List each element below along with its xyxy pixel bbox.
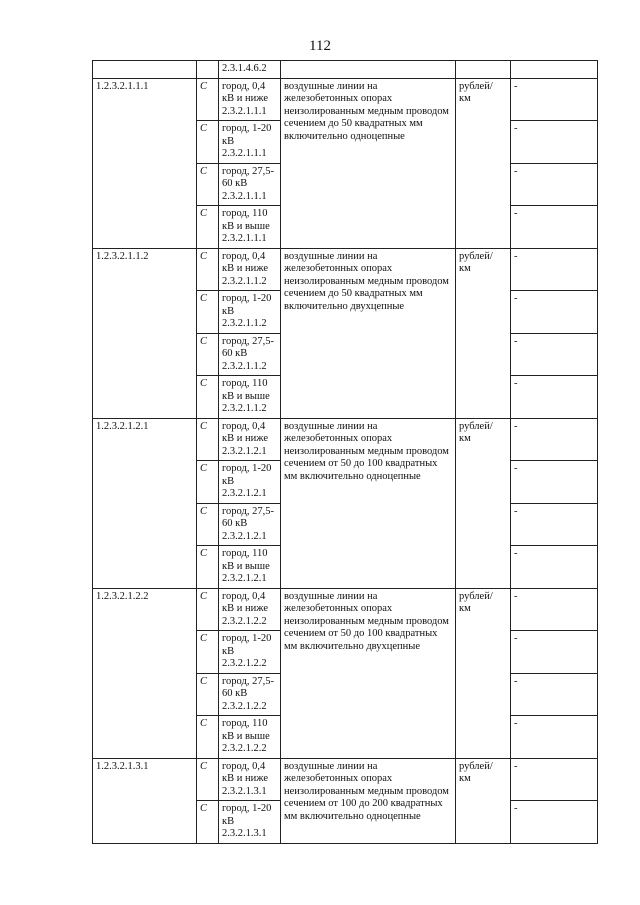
- letter-cell: С: [197, 758, 219, 801]
- letter-cell: С: [197, 588, 219, 631]
- table-row: [93, 248, 598, 291]
- letter-cell: С: [197, 801, 219, 844]
- value-cell: -: [511, 206, 598, 249]
- region-cell: 2.3.1.4.6.2: [219, 61, 281, 79]
- letter-cell: С: [197, 716, 219, 759]
- code-cell: 1.2.3.2.1.3.1: [93, 758, 197, 843]
- region-cell: город, 0,4 кВ и ниже 2.3.2.1.2.1: [219, 418, 281, 461]
- value-cell: -: [511, 291, 598, 334]
- description-cell: воздушные линии на железобетонных опорах неизолированным медным проводом сечением от 50 до 100 квадратных мм включительно двухцепные: [281, 588, 456, 758]
- value-cell: -: [511, 376, 598, 419]
- region-cell: город, 1-20 кВ 2.3.2.1.3.1: [219, 801, 281, 844]
- region-cell: город, 0,4 кВ и ниже 2.3.2.1.2.2: [219, 588, 281, 631]
- table-row: [93, 758, 598, 801]
- unit-cell: рублей/ км: [456, 78, 511, 248]
- region-cell: город, 1-20 кВ 2.3.2.1.2.2: [219, 631, 281, 674]
- value-cell: -: [511, 503, 598, 546]
- region-cell: город, 110 кВ и выше 2.3.2.1.1.2: [219, 376, 281, 419]
- region-cell: город, 1-20 кВ 2.3.2.1.1.1: [219, 121, 281, 164]
- letter-cell: С: [197, 121, 219, 164]
- letter-cell: С: [197, 376, 219, 419]
- value-cell: -: [511, 78, 598, 121]
- table-row: [93, 588, 598, 631]
- value-cell: -: [511, 461, 598, 504]
- page-number: 112: [309, 38, 331, 54]
- code-cell: 1.2.3.2.1.1.1: [93, 78, 197, 248]
- letter-cell: С: [197, 248, 219, 291]
- letter-cell: С: [197, 461, 219, 504]
- region-cell: город, 27,5-60 кВ 2.3.2.1.1.1: [219, 163, 281, 206]
- description-cell: воздушные линии на железобетонных опорах неизолированным медным проводом сечением до 50 квадратных мм включительно одноцепные: [281, 78, 456, 248]
- table-row: [93, 418, 598, 461]
- table-row: [93, 78, 598, 121]
- letter-cell: С: [197, 503, 219, 546]
- letter-cell: С: [197, 631, 219, 674]
- region-cell: город, 27,5-60 кВ 2.3.2.1.1.2: [219, 333, 281, 376]
- region-cell: город, 110 кВ и выше 2.3.2.1.2.1: [219, 546, 281, 589]
- value-cell: -: [511, 588, 598, 631]
- value-cell: -: [511, 631, 598, 674]
- region-cell: город, 1-20 кВ 2.3.2.1.2.1: [219, 461, 281, 504]
- description-cell: воздушные линии на железобетонных опорах неизолированным медным проводом сечением от 50 до 100 квадратных мм включительно одноцепные: [281, 418, 456, 588]
- value-cell: -: [511, 546, 598, 589]
- letter-cell: С: [197, 163, 219, 206]
- unit-cell: [456, 61, 511, 79]
- code-cell: 1.2.3.2.1.1.2: [93, 248, 197, 418]
- region-cell: город, 27,5-60 кВ 2.3.2.1.2.1: [219, 503, 281, 546]
- table-row: [93, 61, 598, 79]
- letter-cell: С: [197, 206, 219, 249]
- region-cell: город, 110 кВ и выше 2.3.2.1.2.2: [219, 716, 281, 759]
- value-cell: -: [511, 758, 598, 801]
- tariff-table: [92, 60, 598, 844]
- description-cell: [281, 61, 456, 79]
- value-cell: -: [511, 801, 598, 844]
- value-cell: -: [511, 418, 598, 461]
- unit-cell: рублей/ км: [456, 758, 511, 843]
- code-cell: [93, 61, 197, 79]
- description-cell: воздушные линии на железобетонных опорах неизолированным медным проводом сечением от 100 до 200 квадратных мм включительно одноцепные: [281, 758, 456, 843]
- unit-cell: рублей/ км: [456, 588, 511, 758]
- value-cell: [511, 61, 598, 79]
- region-cell: город, 0,4 кВ и ниже 2.3.2.1.3.1: [219, 758, 281, 801]
- unit-cell: рублей/ км: [456, 418, 511, 588]
- letter-cell: С: [197, 291, 219, 334]
- unit-cell: рублей/ км: [456, 248, 511, 418]
- code-cell: 1.2.3.2.1.2.1: [93, 418, 197, 588]
- region-cell: город, 0,4 кВ и ниже 2.3.2.1.1.1: [219, 78, 281, 121]
- region-cell: город, 27,5-60 кВ 2.3.2.1.2.2: [219, 673, 281, 716]
- value-cell: -: [511, 333, 598, 376]
- letter-cell: С: [197, 673, 219, 716]
- region-cell: город, 1-20 кВ 2.3.2.1.1.2: [219, 291, 281, 334]
- region-cell: город, 0,4 кВ и ниже 2.3.2.1.1.2: [219, 248, 281, 291]
- value-cell: -: [511, 121, 598, 164]
- region-cell: город, 110 кВ и выше 2.3.2.1.1.1: [219, 206, 281, 249]
- letter-cell: С: [197, 546, 219, 589]
- letter-cell: С: [197, 418, 219, 461]
- letter-cell: С: [197, 78, 219, 121]
- value-cell: -: [511, 163, 598, 206]
- letter-cell: [197, 61, 219, 79]
- letter-cell: С: [197, 333, 219, 376]
- value-cell: -: [511, 248, 598, 291]
- value-cell: -: [511, 673, 598, 716]
- value-cell: -: [511, 716, 598, 759]
- tariff-table-body: [93, 61, 598, 844]
- code-cell: 1.2.3.2.1.2.2: [93, 588, 197, 758]
- description-cell: воздушные линии на железобетонных опорах неизолированным медным проводом сечением до 50 квадратных мм включительно двухцепные: [281, 248, 456, 418]
